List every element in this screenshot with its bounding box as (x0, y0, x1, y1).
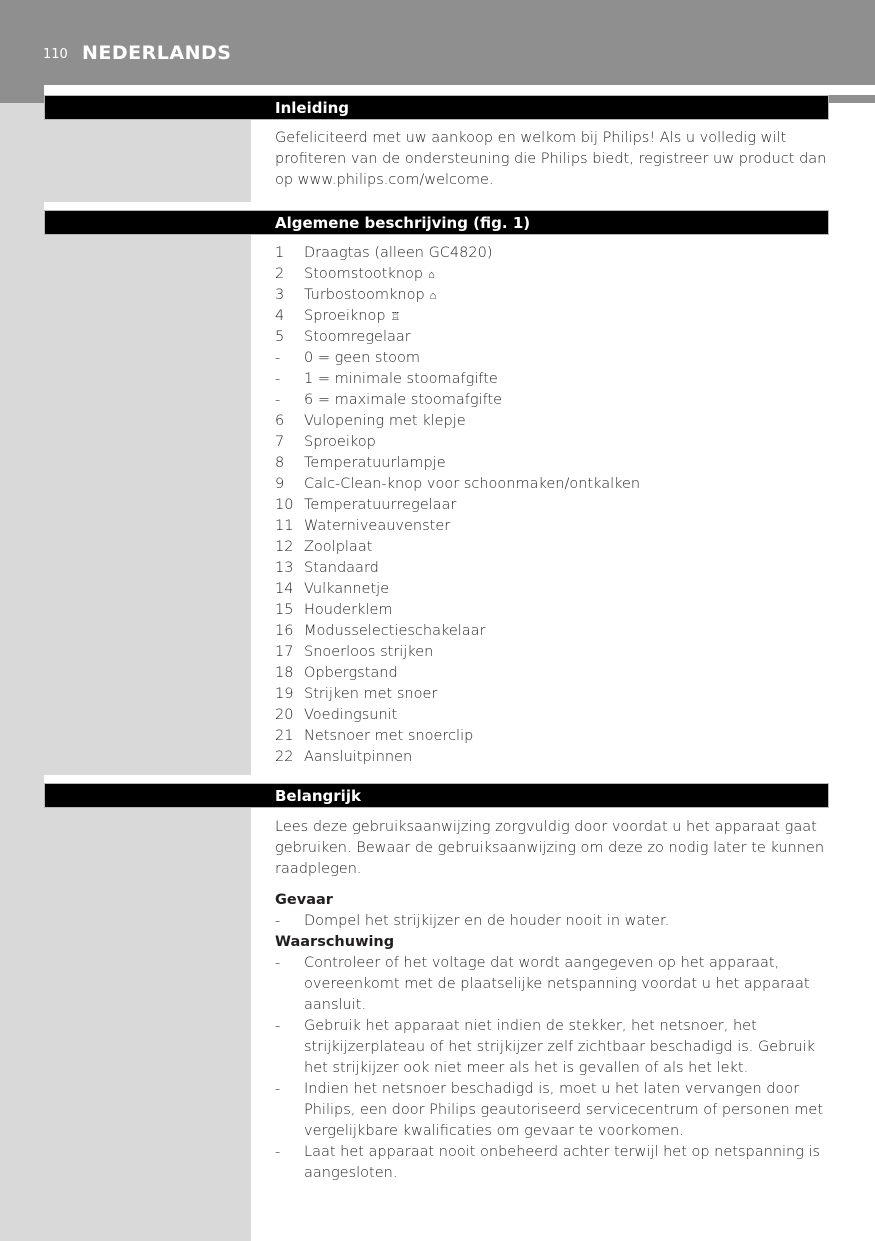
item-label: Opbergstand (304, 665, 398, 681)
item-label: Netsnoer met snoerclip (304, 728, 474, 744)
list-item (275, 600, 835, 621)
item-number: 1 (275, 245, 285, 261)
list-item (275, 705, 835, 726)
bullet-dash: - (275, 955, 281, 971)
bullet-dash: - (275, 1081, 281, 1097)
section-title-general: Algemene beschrijving (fig. 1) (275, 214, 531, 232)
item-label: Temperatuurlampje (304, 455, 446, 471)
item-label: Standaard (304, 560, 379, 576)
item-label: Aansluitpinnen (304, 749, 413, 765)
item-label: Temperatuurregelaar (304, 497, 457, 513)
list-item (275, 495, 835, 516)
item-number: 5 (275, 329, 285, 345)
section-bar-intro (44, 95, 829, 120)
item-number: 15 (275, 602, 294, 618)
button-symbol-icon: ⌂ (428, 268, 435, 281)
list-item (275, 953, 835, 1016)
item-number: 9 (275, 476, 285, 492)
item-label: Zoolplaat (304, 539, 373, 555)
parts-list (275, 243, 835, 768)
header-gap (44, 85, 875, 95)
item-label: Calc-Clean-knop voor schoonmaken/ontkalken (304, 476, 641, 492)
list-item (275, 264, 835, 285)
item-number: - (275, 392, 281, 408)
item-number: 2 (275, 266, 285, 282)
list-item (275, 1016, 835, 1079)
item-text: Indien het netsnoer beschadigd is, moet u het laten vervangen door Philips, een door Philips geautoriseerd servicecentrum of personen met vergelijkbare kwalificaties om gevaar te voorkomen. (304, 1081, 824, 1139)
list-item (275, 726, 835, 747)
item-label: Vulopening met klepje (304, 413, 466, 429)
item-label: Waterniveauvenster (304, 518, 451, 534)
item-label: Sproeiknop (304, 308, 386, 324)
item-number: 19 (275, 686, 294, 702)
intro-paragraph: Gefeliciteerd met uw aankoop en welkom bij Philips! Als u volledig wilt profiteren van de ondersteuning die Philips biedt, registreer uw product dan op www.philips.com/welcome. (275, 130, 827, 188)
item-label: Houderklem (304, 602, 393, 618)
button-symbol-icon: ♖ (390, 310, 401, 323)
item-label: 0 = geen stoom (304, 350, 421, 366)
item-number: 21 (275, 728, 294, 744)
item-label: Draagtas (alleen GC4820) (304, 245, 493, 261)
list-item (275, 1142, 835, 1184)
list-item (275, 911, 835, 932)
list-item (275, 306, 835, 327)
list-item (275, 285, 835, 306)
item-label: Stoomstootknop (304, 266, 424, 282)
button-symbol-icon: ⌂ (429, 289, 437, 302)
item-label: Strijken met snoer (304, 686, 438, 702)
item-number: 14 (275, 581, 294, 597)
bullet-dash: - (275, 1018, 281, 1034)
item-number: 7 (275, 434, 285, 450)
item-number: 8 (275, 455, 285, 471)
list-item (275, 327, 835, 348)
list-item (275, 390, 835, 411)
item-label: 1 = minimale stoomafgifte (304, 371, 498, 387)
list-item (275, 537, 835, 558)
language-title: NEDERLANDS (82, 42, 232, 64)
list-item (275, 621, 835, 642)
list-item (275, 432, 835, 453)
bullet-dash: - (275, 1144, 281, 1160)
list-item (275, 747, 835, 768)
important-content (275, 817, 835, 1184)
list-item (275, 369, 835, 390)
section-gap (44, 775, 875, 783)
list-item (275, 642, 835, 663)
item-label: Stoomregelaar (304, 329, 411, 345)
item-text: Controleer of het voltage dat wordt aangegeven op het apparaat, overeenkomt met de plaatselijke netspanning voordat u het apparaat aansluit. (304, 955, 810, 1013)
item-number: 11 (275, 518, 294, 534)
intro-content (275, 128, 835, 191)
section-bar-general (44, 210, 829, 235)
warning-list (275, 953, 835, 1184)
item-text: Laat het apparaat nooit onbeheerd achter terwijl het op netspanning is aangesloten. (304, 1144, 821, 1181)
item-number: 10 (275, 497, 294, 513)
section-title-important: Belangrijk (275, 787, 361, 805)
section-title-intro: Inleiding (275, 99, 350, 117)
item-label: 6 = maximale stoomafgifte (304, 392, 503, 408)
danger-list (275, 911, 835, 932)
item-number: - (275, 371, 281, 387)
list-item (275, 663, 835, 684)
item-number: 13 (275, 560, 294, 576)
item-number: 18 (275, 665, 294, 681)
important-intro: Lees deze gebruiksaanwijzing zorgvuldig door voordat u het apparaat gaat gebruiken. Bewaar de gebruiksaanwijzing om deze zo nodig later te kunnen raadplegen. (275, 819, 825, 877)
list-item (275, 411, 835, 432)
bullet-dash: - (275, 913, 281, 929)
left-margin-column (0, 0, 251, 1241)
list-item (275, 243, 835, 264)
item-label: Voedingsunit (304, 707, 398, 723)
list-item (275, 474, 835, 495)
item-label: Modusselectieschakelaar (304, 623, 486, 639)
danger-heading: Gevaar (275, 892, 333, 908)
general-content (275, 243, 835, 768)
item-number: 20 (275, 707, 294, 723)
item-number: 17 (275, 644, 294, 660)
item-number: 3 (275, 287, 285, 303)
item-number: 4 (275, 308, 285, 324)
list-item (275, 1079, 835, 1142)
item-number: 12 (275, 539, 294, 555)
page-number: 110 (43, 47, 68, 62)
item-label: Snoerloos strijken (304, 644, 434, 660)
list-item (275, 348, 835, 369)
item-number: - (275, 350, 281, 366)
item-number: 6 (275, 413, 285, 429)
section-bar-important (44, 783, 829, 808)
item-label: Vulkannetje (304, 581, 390, 597)
item-label: Turbostoomknop (304, 287, 425, 303)
list-item (275, 516, 835, 537)
list-item (275, 453, 835, 474)
list-item (275, 558, 835, 579)
item-number: 16 (275, 623, 294, 639)
item-text: Gebruik het apparaat niet indien de stekker, het netsnoer, het strijkijzerplateau of het strijkijzer zelf zichtbaar beschadigd is. Gebruik het strijkijzer ook niet meer als het is gevallen of als het lekt. (304, 1018, 815, 1076)
item-number: 22 (275, 749, 294, 765)
warning-heading: Waarschuwing (275, 934, 395, 950)
item-text: Dompel het strijkijzer en de houder nooit in water. (304, 913, 670, 929)
item-label: Sproeikop (304, 434, 376, 450)
list-item (275, 579, 835, 600)
section-gap (44, 202, 875, 210)
list-item (275, 684, 835, 705)
